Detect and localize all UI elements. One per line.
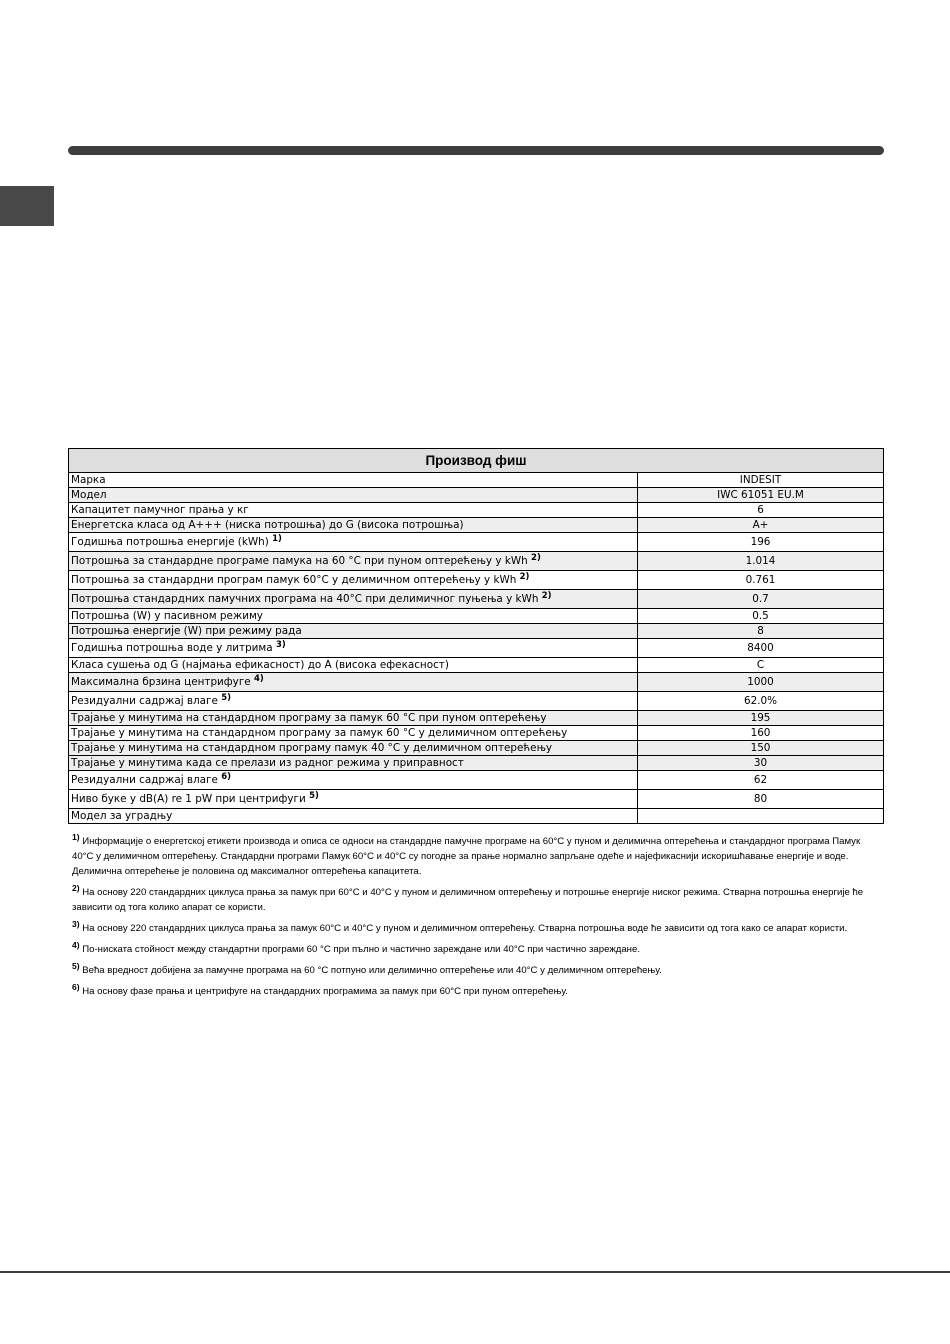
row-value: 0.7	[638, 590, 884, 609]
table-row	[69, 473, 884, 488]
row-value: C	[638, 658, 884, 673]
table-row	[69, 658, 884, 673]
row-label: Класа сушења од G (најмања ефикасност) до A (висока ефекасност)	[71, 659, 449, 671]
row-label: Потрошња за стандардни програм памук 60°C у делимичном оптерећењу у kWh	[71, 574, 517, 586]
footnote	[72, 921, 884, 936]
footnote	[72, 984, 884, 999]
row-value: 1.014	[638, 552, 884, 571]
row-label: Потрошња стандардних памучних програма на 40°C при делимичног пуњења у kWh	[71, 593, 539, 605]
row-label-cell	[69, 473, 638, 488]
row-label: Марка	[71, 474, 106, 486]
footnote-text: На основу 220 стандардних циклуса прања за памук 60°C и 40°C у пуном и делимичном оптерећењу. Стварна потрошња воде ће зависити од тога како се апарат користи.	[82, 923, 848, 934]
row-label: Енергетска класа од A+++ (ниска потрошња) до G (висока потрошња)	[71, 519, 464, 531]
footnote-number: 6)	[72, 982, 80, 992]
table-row	[69, 590, 884, 609]
footnote-text: На основу 220 стандардних циклуса прања за памук при 60°C и 40°C у пуном и делимичном оптерећењу и потрошње енергије ниског режима. Стварна потрошња енергије ће зависити од тога колико апарат се користи.	[72, 887, 864, 913]
row-value: 160	[638, 726, 884, 741]
row-label-cell	[69, 571, 638, 590]
row-value: 30	[638, 756, 884, 771]
bottom-rule	[0, 1271, 950, 1273]
row-value: 195	[638, 711, 884, 726]
table-row	[69, 711, 884, 726]
row-label-cell	[69, 756, 638, 771]
row-label-cell	[69, 673, 638, 692]
footnote-text: Већа вредност добијена за памучне програма на 60 °C потпуно или делимично оптерећење или 40°C у делимичном оптерећењу.	[82, 965, 662, 976]
row-label: Трајање у минутима на стандардном програму памук 40 °C у делимичном оптерећењу	[71, 742, 553, 754]
table-row	[69, 673, 884, 692]
footnote	[72, 963, 884, 978]
row-label-cell	[69, 503, 638, 518]
row-label: Резидуални садржај влаге	[71, 774, 218, 786]
footnote-ref: 3)	[275, 640, 286, 650]
row-value: INDESIT	[638, 473, 884, 488]
row-label: Ниво буке у dB(A) re 1 pW при центрифуги	[71, 793, 306, 805]
product-fiche-table	[68, 448, 884, 824]
table-row	[69, 571, 884, 590]
table-row	[69, 726, 884, 741]
row-value: A+	[638, 518, 884, 533]
row-label-cell	[69, 590, 638, 609]
row-label-cell	[69, 692, 638, 711]
row-label: Трајање у минутима када се прелази из радног режима у приправност	[71, 757, 464, 769]
table-row	[69, 503, 884, 518]
footnote-ref: 5)	[221, 693, 232, 703]
footnote-ref: 5)	[309, 791, 319, 801]
footnote-ref: 2)	[531, 553, 541, 563]
row-label-cell	[69, 609, 638, 624]
row-value: 8	[638, 624, 884, 639]
table-row	[69, 552, 884, 571]
table-row	[69, 639, 884, 658]
row-label: Потрошња енергије (W) при режиму рада	[71, 625, 302, 637]
footnote-number: 2)	[72, 883, 80, 893]
table-title: Производ фиш	[69, 449, 884, 473]
table-row	[69, 756, 884, 771]
table-row	[69, 609, 884, 624]
row-label: Потрошња (W) у пасивном режиму	[71, 610, 263, 622]
row-label: Потрошња за стандардне програме памука на 60 °C при пуном оптерећењу у kWh	[71, 555, 528, 567]
footnote-text: Информације о енергетској етикети производа и описа се односи на стандардне памучне програме на 60°C у пуном и делимична оптерећења и стандардног програма Памук 40°C у делимичном оптерећењу. Стандардни програми Памук 60°C и 40°C су погодне за прање нормално запрљане одеће и најефикаснији искоришћавање енергије и воде. Делимична оптерећење је половина од максималног оптерећења капацитета.	[72, 836, 861, 877]
side-tab	[0, 186, 54, 226]
footnote-ref: 2)	[519, 572, 530, 582]
row-label: Годишња потрошња воде у литрима	[71, 642, 273, 654]
row-label-cell	[69, 639, 638, 658]
footnotes	[72, 834, 884, 1005]
footnote	[72, 885, 884, 915]
footnote-text: На основу фазе прања и центрифуге на стандардних програмима за памук при 60°C при пуном оптерећењу.	[82, 986, 568, 997]
table-row	[69, 533, 884, 552]
row-value: 8400	[638, 639, 884, 658]
top-rule	[68, 146, 884, 155]
row-value: 0.761	[638, 571, 884, 590]
table-row	[69, 692, 884, 711]
table-row	[69, 518, 884, 533]
row-value: 62.0%	[638, 692, 884, 711]
row-label-cell	[69, 711, 638, 726]
row-label: Модел за уградњу	[71, 810, 173, 822]
row-label-cell	[69, 790, 638, 809]
footnote-number: 5)	[72, 961, 80, 971]
footnote-number: 1)	[72, 832, 80, 842]
table-row	[69, 741, 884, 756]
table-body	[69, 473, 884, 824]
row-label: Капацитет памучног прања у кг	[71, 504, 249, 516]
row-value: IWC 61051 EU.M	[638, 488, 884, 503]
footnote-ref: 2)	[541, 591, 552, 601]
row-label: Трајање у минутима на стандардном програму за памук 60 °C при пуном оптерећењу	[71, 712, 547, 724]
table-row	[69, 488, 884, 503]
row-label-cell	[69, 552, 638, 571]
table-row	[69, 624, 884, 639]
footnote-number: 4)	[72, 940, 80, 950]
row-label: Годишња потрошња енергије (kWh)	[71, 536, 269, 548]
row-label-cell	[69, 533, 638, 552]
row-label: Максимална брзина центрифуге	[71, 676, 251, 688]
row-label: Модел	[71, 489, 107, 501]
row-label: Резидуални садржај влаге	[71, 695, 218, 707]
row-value: 62	[638, 771, 884, 790]
row-value: 196	[638, 533, 884, 552]
row-value: 0.5	[638, 609, 884, 624]
row-value: 6	[638, 503, 884, 518]
row-label-cell	[69, 624, 638, 639]
table-row	[69, 809, 884, 824]
footnote-text: По-ниската стойност между стандартни програми 60 °C при пълно и частично зареждане или 40°C при частично зареждане.	[82, 944, 640, 955]
table-row	[69, 790, 884, 809]
row-label-cell	[69, 658, 638, 673]
row-label-cell	[69, 771, 638, 790]
row-value: 80	[638, 790, 884, 809]
footnote-number: 3)	[72, 919, 80, 929]
row-label-cell	[69, 488, 638, 503]
row-label-cell	[69, 809, 638, 824]
row-value: 150	[638, 741, 884, 756]
row-label-cell	[69, 726, 638, 741]
row-label-cell	[69, 741, 638, 756]
row-label: Трајање у минутима на стандардном програму за памук 60 °C у делимичном оптерећењу	[71, 727, 568, 739]
footnote-ref: 4)	[254, 674, 264, 684]
footnote	[72, 942, 884, 957]
footnote	[72, 834, 884, 879]
table-row	[69, 771, 884, 790]
row-label-cell	[69, 518, 638, 533]
row-value	[638, 809, 884, 824]
footnote-ref: 6)	[221, 772, 232, 782]
row-value: 1000	[638, 673, 884, 692]
footnote-ref: 1)	[272, 534, 282, 544]
